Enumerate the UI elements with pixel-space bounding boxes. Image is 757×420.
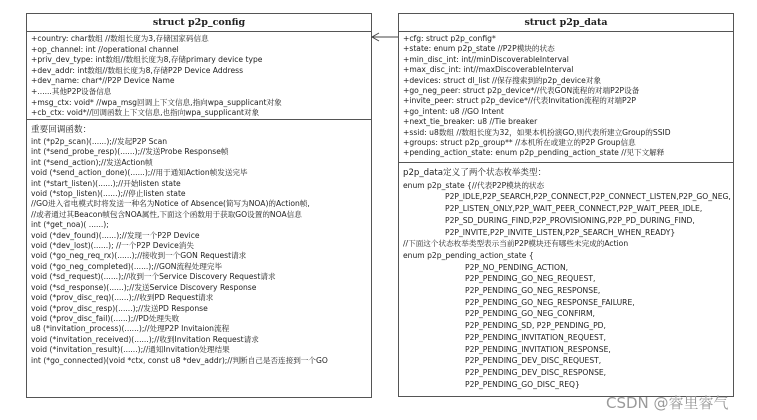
method-line: //或者通过其Beacon帧包含NOA属性,下面这个函数用于获取GO设置的NOA信息 — [31, 209, 302, 219]
association-arrow — [370, 30, 400, 44]
enum-value-line: P2P_IDLE,P2P_SEARCH,P2P_CONNECT,P2P_CONNECT_LISTEN,P2P_GO_NEG, — [445, 192, 731, 202]
enum-value-line: P2P_PENDING_INVITATION_REQUEST, — [465, 332, 606, 342]
method-line: int (*p2p_scan)(......);//发起P2P Scan — [31, 137, 168, 146]
attribute-line: +dev_name: char*//P2P Device Name — [31, 76, 175, 86]
enum-value-line: P2P_PENDING_SD, P2P_PENDING_PD, — [465, 321, 606, 331]
method-line: void (*sd_response)(......);//发送Service Discovery Response — [31, 282, 257, 292]
attribute-line: +op_channel: int //operational channel — [31, 44, 179, 54]
method-line: void (*dev_found)(......);//发现一个P2P Device — [31, 230, 200, 240]
attribute-line: +go_neg_peer: struct p2p_device*//代表GON流程的对端P2P设备 — [403, 86, 640, 96]
enum-intro: p2p_data定义了两个状态枚举类型： — [403, 168, 547, 178]
method-line: void (*prov_disc_resp)(......);//发送PD Response — [31, 303, 208, 313]
pending-enum-header: enum p2p_pending_action_state { — [403, 250, 534, 260]
pending-comment: //下面这个状态枚举类型表示当前P2P模块还有哪些未完成的Action — [403, 239, 629, 249]
method-line: void (*stop_listen)(......);//停止listen state — [31, 189, 186, 199]
attribute-line: +max_disc_int: int//maxDiscoverableInterval — [403, 65, 574, 75]
method-line: void (*go_neg_req_rx)(......);//接收到一个GON Request请求 — [31, 251, 247, 261]
method-line: u8 (*invitation_process)(......);//处理P2P Invitaion流程 — [31, 324, 230, 334]
attribute-line: +priv_dev_type: int数组//数组长度为8,存储primary device type — [31, 55, 263, 65]
method-line: int (*go_connected)(void *ctx, const u8 *dev_addr);//判断自己是否连接到一个GO — [31, 355, 328, 365]
attribute-line: +devices: struct dl_list //保存搜索到的p2p_device对象 — [403, 75, 602, 85]
enum-value-line: P2P_PENDING_GO_NEG_RESPONSE, — [465, 286, 601, 296]
method-line: int (*get_noa)( ......); — [31, 220, 109, 230]
method-line: //GO进入省电模式时将发送一种名为Notice of Absence(简写为NOA)的Action帧, — [31, 199, 310, 209]
enum-value-line: P2P_SD_DURING_FIND,P2P_PROVISIONING,P2P_PD_DURING_FIND, — [445, 215, 695, 225]
methods-section — [27, 120, 371, 368]
attribute-line: +cb_ctx: void*//回调函数上下文信息,也指向wpa_supplicant对象 — [31, 108, 260, 118]
attribute-line: +next_tie_breaker: u8 //Tie breaker — [403, 117, 538, 127]
p2p-data-class — [398, 13, 734, 397]
method-line: void (*go_neg_completed)(......);//GON流程处理完毕 — [31, 261, 223, 271]
enum-value-line: P2P_PENDING_GO_NEG_RESPONSE_FAILURE, — [465, 297, 635, 307]
attribute-line: +ssid: u8数组 //数组长度为32，如果本机扮演GO,则代表所建立Group的SSID — [403, 127, 671, 137]
attribute-line: +pending_action_state: enum p2p_pending_action_state //见下文解释 — [403, 148, 665, 158]
enum-value-line: P2P_LISTEN_ONLY,P2P_WAIT_PEER_CONNECT,P2P_WAIT_PEER_IDLE, — [445, 204, 703, 214]
method-line: void (*invitation_result)(......);//通知Invitation处理结果 — [31, 345, 230, 355]
state-enum-header: enum p2p_state {//代表P2P模块的状态 — [403, 180, 545, 190]
method-line: void (*send_action_done)(......);//用于通知Action帧发送完毕 — [31, 168, 248, 178]
enum-value-line: P2P_PENDING_GO_NEG_REQUEST, — [465, 274, 596, 284]
attribute-line: +go_intent: u8 //GO Intent — [403, 106, 504, 116]
method-line: void (*prov_disc_fail)(......);//PD处理失败 — [31, 313, 180, 323]
attribute-line: +country: char数组 //数组长度为3,存储国家码信息 — [31, 34, 209, 43]
method-line: void (*sd_request)(......);//收到一个Service Discovery Request请求 — [31, 272, 276, 282]
attribute-line: +msg_ctx: void* //wpa_msg回调上下文信息,指向wpa_supplicant对象 — [31, 97, 282, 107]
enum-value-line: P2P_PENDING_GO_DISC_REQ} — [465, 379, 580, 389]
attribute-line: +cfg: struct p2p_config* — [403, 34, 496, 43]
method-line: void (*prov_disc_req)(......);//收到PD Request请求 — [31, 293, 214, 303]
attribute-line: +state: enum p2p_state //P2P模块的状态 — [403, 44, 555, 54]
method-line: int (*send_action);//发送Action帧 — [31, 157, 153, 167]
class-title: struct p2p_data — [399, 14, 733, 32]
attribute-line: +invite_peer: struct p2p_device*//代表Invitation流程的对端P2P — [403, 96, 636, 106]
attribute-line: +min_disc_int: int//minDiscoverableInterval — [403, 54, 569, 64]
watermark: CSDN @睿里睿气 — [606, 394, 729, 412]
method-line: int (*send_probe_resp)(......);//发送Probe Response帧 — [31, 147, 229, 157]
enum-value-line: P2P_NO_PENDING_ACTION, — [465, 262, 569, 272]
attribute-line: +dev_addr: int数组//数组长度为8,存储P2P Device Address — [31, 65, 244, 75]
enum-value-line: P2P_INVITE,P2P_INVITE_LISTEN,P2P_SEARCH_WHEN_READY} — [445, 227, 676, 237]
attributes-section — [399, 32, 733, 163]
methods-header: 重要回调函数： — [31, 125, 92, 135]
enum-value-line: P2P_PENDING_INVITATION_RESPONSE, — [465, 344, 611, 354]
enum-value-line: P2P_PENDING_GO_NEG_CONFIRM, — [465, 309, 595, 319]
method-line: int (*start_listen)(......);//开始listen state — [31, 178, 181, 188]
method-line: void (*dev_lost)(......); //一个P2P Device消失 — [31, 241, 194, 251]
enums-section — [399, 163, 733, 392]
class-title: struct p2p_config — [27, 14, 371, 32]
attributes-section — [27, 32, 371, 120]
attribute-line: +......其他P2P设备信息 — [31, 86, 112, 96]
attribute-line: +groups: struct p2p_group** //本机所在或建立的P2P Group信息 — [403, 138, 636, 148]
enum-value-line: P2P_PENDING_DEV_DISC_REQUEST, — [465, 356, 602, 366]
p2p-config-class — [26, 13, 372, 398]
method-line: void (*invitation_received)(......);//收到Invitation Request请求 — [31, 334, 259, 344]
enum-value-line: P2P_PENDING_DEV_DISC_RESPONSE, — [465, 367, 607, 377]
